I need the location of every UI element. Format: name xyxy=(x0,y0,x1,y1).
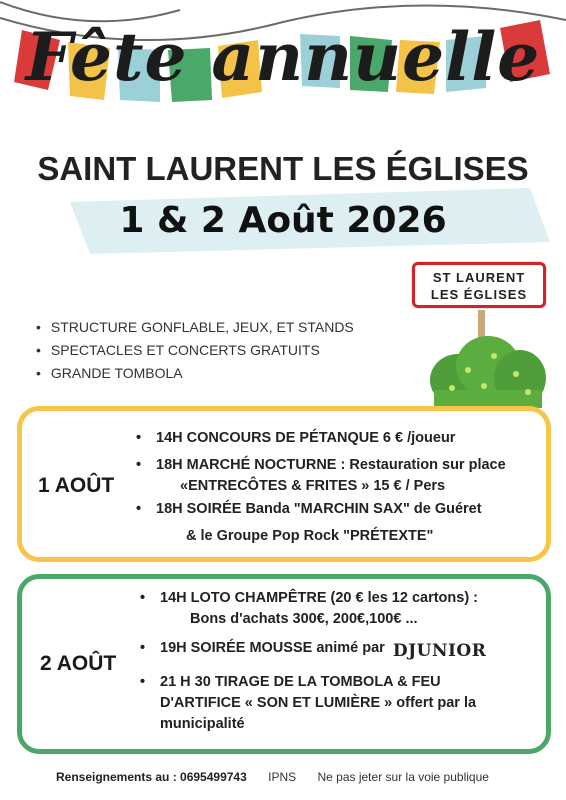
contact-info: Renseignements au : 0695499743 xyxy=(56,770,247,784)
sign-line-1: ST LAURENT xyxy=(432,270,526,285)
ipns-label: IPNS xyxy=(268,770,297,784)
event-dates: 1 & 2 Août 2026 xyxy=(119,200,447,241)
day2-label: 2 AOÛT xyxy=(40,652,117,675)
highlights-list xyxy=(36,316,354,385)
list-item: • 21 H 30 TIRAGE DE LA TOMBOLA & FEU D'ARTIFICE « SON ET LUMIÈRE » offert par la municipalité xyxy=(140,674,477,732)
list-item: • 18H SOIRÉE Banda "MARCHIN SAX" de Guéret & le Groupe Pop Rock "PRÉTEXTE" xyxy=(136,501,482,544)
day1-label: 1 AOÛT xyxy=(38,474,115,497)
list-item: • 14H CONCOURS DE PÉTANQUE 6 € /joueur xyxy=(136,430,456,446)
list-item: • STRUCTURE GONFLABLE, JEUX, ET STANDS xyxy=(36,316,354,339)
bush-illustration xyxy=(428,330,546,408)
list-item: • SPECTACLES ET CONCERTS GRATUITS xyxy=(36,339,354,362)
list-item: • 19H SOIRÉE MOUSSE animé par DJUNIOR xyxy=(140,640,487,661)
page-title: Fête annuelle xyxy=(25,18,541,96)
town-sign xyxy=(412,262,546,308)
list-item: • GRANDE TOMBOLA xyxy=(36,362,354,385)
list-item: • 14H LOTO CHAMPÊTRE (20 € les 12 cartons) : Bons d'achats 300€, 200€,100€ ... xyxy=(140,590,479,627)
footer xyxy=(56,770,489,784)
day2-program xyxy=(140,588,486,735)
dj-junior-logo: DJUNIOR xyxy=(392,641,487,661)
day1-program xyxy=(136,428,506,547)
sign-line-2: LES ÉGLISES xyxy=(430,287,528,302)
town-name: SAINT LAURENT LES ÉGLISES xyxy=(37,150,529,187)
list-item: • 18H MARCHÉ NOCTURNE : Restauration sur place «ENTRECÔTES & FRITES » 15 € / Pers xyxy=(136,457,506,494)
disposal-notice: Ne pas jeter sur la voie publique xyxy=(317,770,489,784)
